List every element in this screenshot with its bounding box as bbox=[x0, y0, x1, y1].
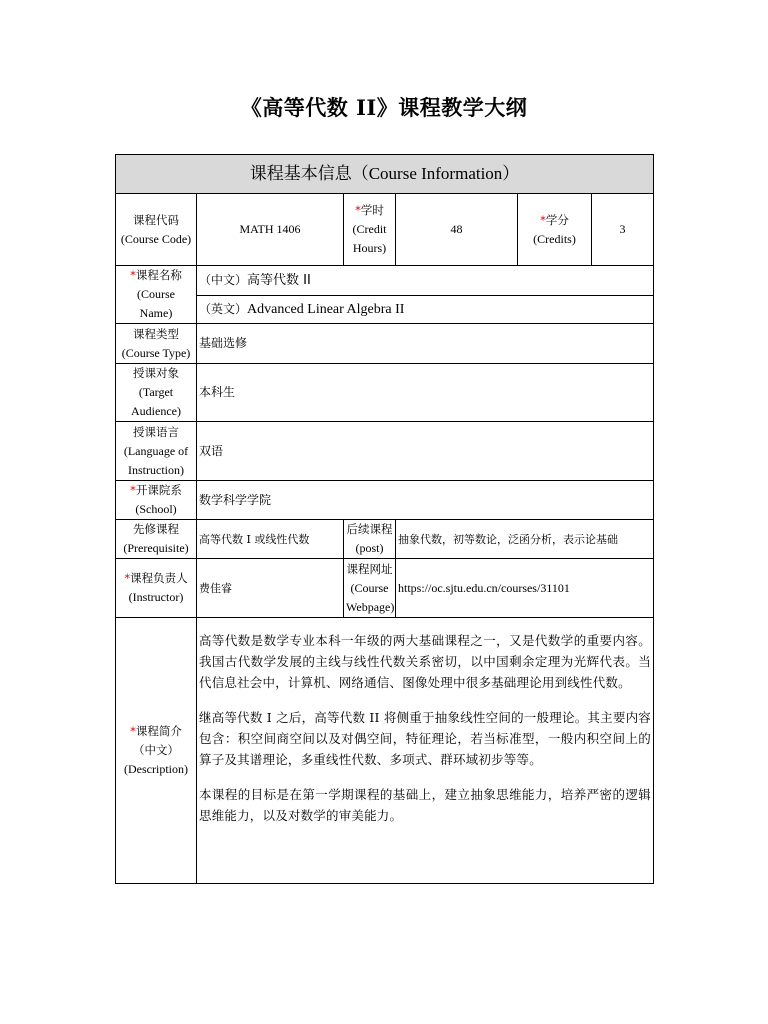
course-code-value: MATH 1406 bbox=[197, 194, 344, 266]
instructor-label: *课程负责人 (Instructor) bbox=[116, 559, 197, 618]
course-code-label: 课程代码 (Course Code) bbox=[116, 194, 197, 266]
target-audience-label: 授课对象 (Target Audience) bbox=[116, 364, 197, 422]
description-paragraph: 继高等代数 I 之后，高等代数 II 将侧重于抽象线性空间的一般理论。其主要内容包含：积空间商空间以及对偶空间，特征理论，若当标准型，一般内积空间上的算子及其谱理论，多重线性代数、多项式、群环域初步等等。 bbox=[199, 710, 652, 767]
course-type-value: 基础选修 bbox=[197, 324, 654, 364]
language-value: 双语 bbox=[197, 422, 654, 481]
course-name-label: *课程名称 (Course Name) bbox=[116, 266, 197, 324]
instructor-value: 费佳睿 bbox=[197, 559, 344, 618]
post-label: 后续课程 (post) bbox=[344, 520, 396, 559]
course-type-label: 课程类型 (Course Type) bbox=[116, 324, 197, 364]
credits-value: 3 bbox=[592, 194, 654, 266]
school-value: 数学科学学院 bbox=[197, 481, 654, 520]
target-audience-value: 本科生 bbox=[197, 364, 654, 422]
credit-hours-label: *学时 (Credit Hours) bbox=[344, 194, 396, 266]
prerequisite-value: 高等代数 I 或线性代数 bbox=[197, 520, 344, 559]
document-title: 《高等代数 II》课程教学大纲 bbox=[240, 95, 528, 120]
description-paragraph: 本课程的目标是在第一学期课程的基础上，建立抽象思维能力，培养严密的逻辑思维能力，以及对数学的审美能力。 bbox=[199, 787, 652, 823]
description-label: *课程简介（中文） (Description) bbox=[116, 618, 197, 884]
course-info-table bbox=[115, 154, 654, 884]
section-header-cn: 课程基本信息 bbox=[249, 164, 352, 184]
post-value: 抽象代数，初等数论，泛函分析，表示论基础 bbox=[396, 520, 654, 559]
course-name-en: （英文）Advanced Linear Algebra II bbox=[197, 295, 654, 324]
section-header-en: （Course Information） bbox=[351, 164, 520, 183]
language-label: 授课语言 (Language of Instruction) bbox=[116, 422, 197, 481]
credits-label: *学分 (Credits) bbox=[518, 194, 592, 266]
webpage-label: 课程网址 (Course Webpage) bbox=[344, 559, 396, 618]
section-header bbox=[116, 155, 654, 194]
credit-hours-value: 48 bbox=[396, 194, 518, 266]
description-paragraph: 高等代数是数学专业本科一年级的两大基础课程之一，又是代数学的重要内容。我国古代数学发展的主线与线性代数关系密切，以中国剩余定理为光辉代表。当代信息社会中，计算机、网络通信、图像处理中很多基础理论用到线性代数。 bbox=[199, 633, 652, 690]
course-name-cn: （中文）高等代数 II bbox=[197, 266, 654, 296]
description-body bbox=[197, 618, 654, 884]
prerequisite-label: 先修课程 (Prerequisite) bbox=[116, 520, 197, 559]
school-label: *开课院系 (School) bbox=[116, 481, 197, 520]
webpage-link[interactable]: https://oc.sjtu.edu.cn/courses/31101 bbox=[396, 559, 654, 618]
